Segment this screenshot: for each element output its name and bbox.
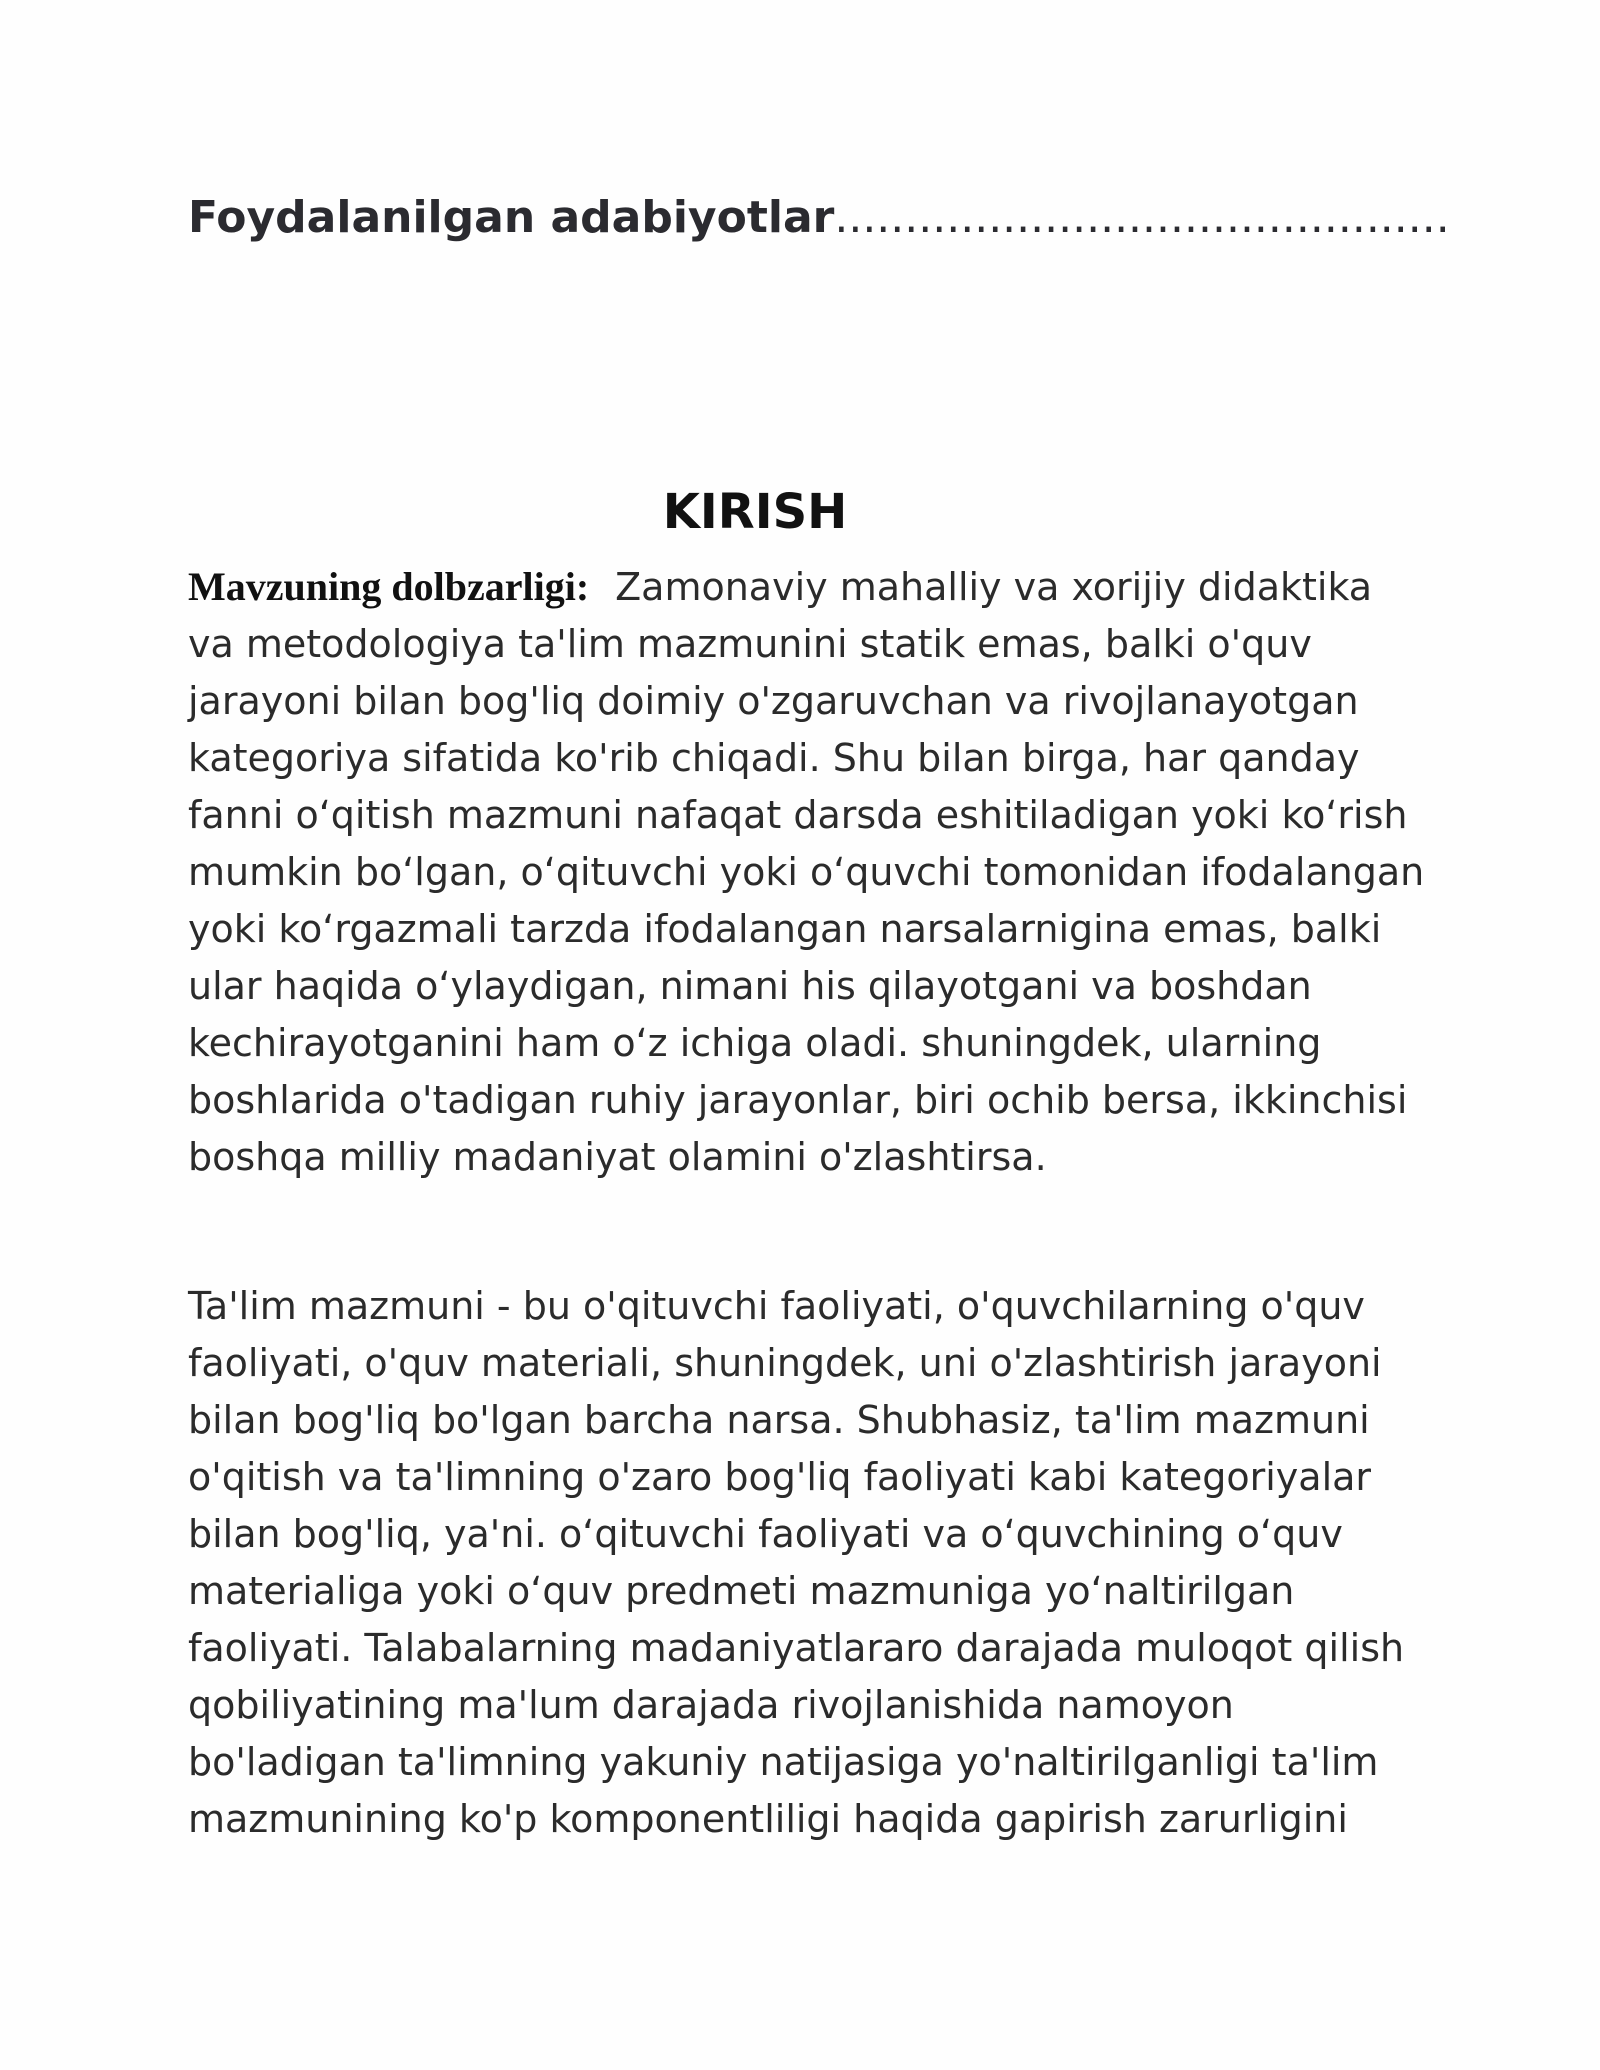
paragraph-text: Ta'lim mazmuni - bu o'qituvchi faoliyati, o'quvchilarning o'quv faoliyati, o'quv materiali, shuningdek, uni o'zlashtirish jarayoni bilan bog'liq bo'lgan barcha narsa. Shubhasiz, ta'lim mazmuni o'qitish va ta'limning o'zaro bog'liq faoliyati kabi kategoriyalar bilan bog'liq, ya'ni. o‘qituvchi faoliyati va o‘quvchining o‘quv materialiga yoki o‘quv predmeti mazmuniga yo‘naltirilgan faoliyati. Talabalarning madaniyatlararo darajada muloqot qilish qobiliyatining ma'lum darajada rivojlanishida namoyon bo'ladigan ta'limning yakuniy natijasiga yo'naltirilganligi ta'lim mazmunining ko'p komponentliligi haqida gapirish zarurligini [188, 1284, 1405, 1841]
toc-entry-title: Foydalanilgan adabiyotlar [188, 192, 835, 243]
paragraph-content [188, 1278, 1428, 1848]
paragraph-run-in-heading: Mavzuning dolbzarligi: [188, 564, 590, 609]
paragraph-text: Zamonaviy mahalliy va xorijiy didaktika va metodologiya ta'lim mazmunini statik emas, balki o'quv jarayoni bilan bog'liq doimiy o'zgaruvchan va rivojlanayotgan kategoriya sifatida ko'rib chiqadi. Shu bilan birga, har qanday fanni o‘qitish mazmuni nafaqat darsda eshitiladigan yoki ko‘rish mumkin bo‘lgan, o‘qituvchi yoki o‘quvchi tomonidan ifodalangan yoki ko‘rgazmali tarzda ifodalangan narsalarnigina emas, balki ular haqida o‘ylaydigan, nimani his qilayotgani va boshdan kechirayotganini ham o‘z ichiga oladi. shuningdek, ularning boshlarida o'tadigan ruhiy jarayonlar, biri ochib bersa, ikkinchisi boshqa milliy madaniyat olamini o'zlashtirsa. [188, 565, 1425, 1179]
toc-dot-leader: ............................................ [834, 192, 1450, 243]
paragraph-relevance [188, 558, 1428, 1186]
toc-entry[interactable] [188, 190, 1450, 246]
section-heading: KIRISH [662, 484, 848, 541]
